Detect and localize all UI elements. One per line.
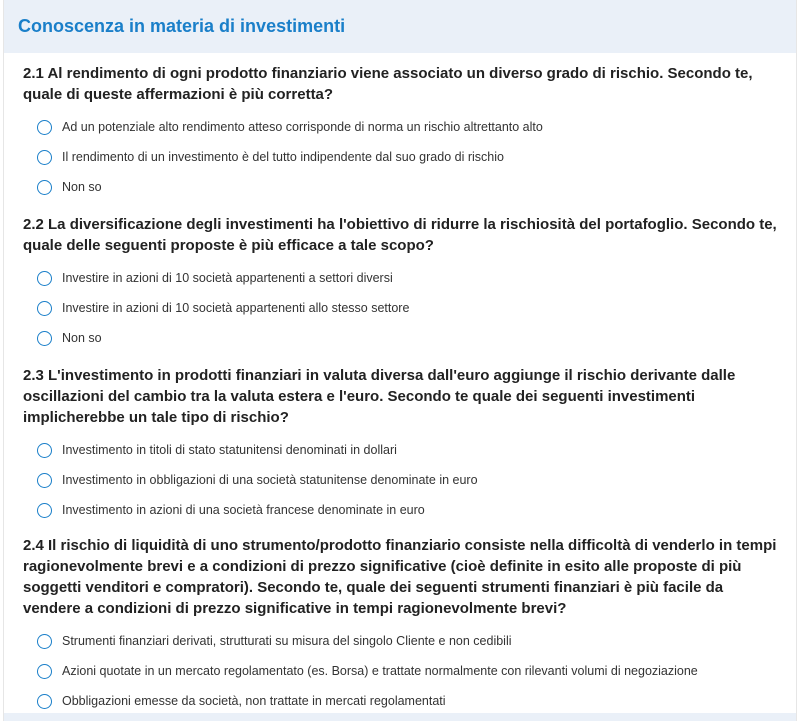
option-label[interactable]: Obbligazioni emesse da società, non trattate in mercati regolamentati <box>62 694 446 708</box>
radio-button[interactable] <box>37 443 52 458</box>
radio-button[interactable] <box>37 634 52 649</box>
option-label[interactable]: Investire in azioni di 10 società appartenenti a settori diversi <box>62 271 393 285</box>
radio-button[interactable] <box>37 694 52 709</box>
option-2-3-b[interactable] <box>23 465 784 495</box>
option-2-3-c[interactable] <box>23 495 784 525</box>
option-label[interactable]: Investimento in azioni di una società francese denominate in euro <box>62 503 425 517</box>
question-2-4 <box>23 535 784 716</box>
option-label[interactable]: Azioni quotate in un mercato regolamentato (es. Borsa) e trattate normalmente con rilevanti volumi di negoziazione <box>62 664 698 678</box>
option-label[interactable]: Investire in azioni di 10 società appartenenti allo stesso settore <box>62 301 410 315</box>
question-text: 2.2 La diversificazione degli investimenti ha l'obiettivo di ridurre la rischiosità del portafoglio. Secondo te, quale delle seguenti proposte è più efficace a tale scopo? <box>23 216 777 254</box>
options-list <box>23 435 784 525</box>
question-text: 2.3 L'investimento in prodotti finanziari in valuta diversa dall'euro aggiunge il rischio derivante dalle oscillazioni del cambio tra la valuta estera e l'euro. Secondo te quale dei seguenti investimenti implicherebbe un tale tipo di rischio? <box>23 367 736 426</box>
radio-button[interactable] <box>37 271 52 286</box>
option-2-1-a[interactable] <box>23 112 784 142</box>
option-2-1-b[interactable] <box>23 142 784 172</box>
options-list <box>23 263 784 353</box>
radio-button[interactable] <box>37 120 52 135</box>
option-label[interactable]: Investimento in titoli di stato statunitensi denominati in dollari <box>62 443 397 457</box>
option-2-4-b[interactable] <box>23 656 784 686</box>
question-text: 2.1 Al rendimento di ogni prodotto finanziario viene associato un diverso grado di rischio. Secondo te, quale di queste affermazioni è più corretta? <box>23 65 753 103</box>
question-text: 2.4 Il rischio di liquidità di uno strumento/prodotto finanziario consiste nella difficoltà di venderlo in tempi ragionevolmente brevi e a condizioni di prezzo significative (cioè definite in esito alle proposte di più soggetti venditori e compratori). Secondo te, quale dei seguenti strumenti finanziari è più facile da vendere a condizioni di prezzo significative in tempi ragionevolmente brevi? <box>23 537 777 617</box>
radio-button[interactable] <box>37 180 52 195</box>
option-label[interactable]: Non so <box>62 331 102 345</box>
option-2-2-c[interactable] <box>23 323 784 353</box>
question-2-3 <box>23 365 784 525</box>
options-list <box>23 626 784 716</box>
radio-button[interactable] <box>37 473 52 488</box>
radio-button[interactable] <box>37 150 52 165</box>
option-2-2-b[interactable] <box>23 293 784 323</box>
question-2-2 <box>23 214 784 353</box>
option-2-4-c[interactable] <box>23 686 784 716</box>
option-label[interactable]: Ad un potenziale alto rendimento atteso corrisponde di norma un rischio altrettanto alto <box>62 120 543 134</box>
options-list <box>23 112 784 202</box>
section-header <box>4 0 796 53</box>
investment-knowledge-panel <box>3 0 797 721</box>
option-label[interactable]: Strumenti finanziari derivati, strutturati su misura del singolo Cliente e non cedibili <box>62 634 512 648</box>
radio-button[interactable] <box>37 664 52 679</box>
option-2-2-a[interactable] <box>23 263 784 293</box>
option-label[interactable]: Il rendimento di un investimento è del tutto indipendente dal suo grado di rischio <box>62 150 504 164</box>
option-2-1-c[interactable] <box>23 172 784 202</box>
option-2-3-a[interactable] <box>23 435 784 465</box>
radio-button[interactable] <box>37 331 52 346</box>
radio-button[interactable] <box>37 301 52 316</box>
option-label[interactable]: Non so <box>62 180 102 194</box>
option-2-4-a[interactable] <box>23 626 784 656</box>
section-title: Conoscenza in materia di investimenti <box>18 16 346 36</box>
option-label[interactable]: Investimento in obbligazioni di una società statunitense denominate in euro <box>62 473 478 487</box>
radio-button[interactable] <box>37 503 52 518</box>
question-2-1 <box>23 63 784 202</box>
footer-strip <box>4 713 796 721</box>
